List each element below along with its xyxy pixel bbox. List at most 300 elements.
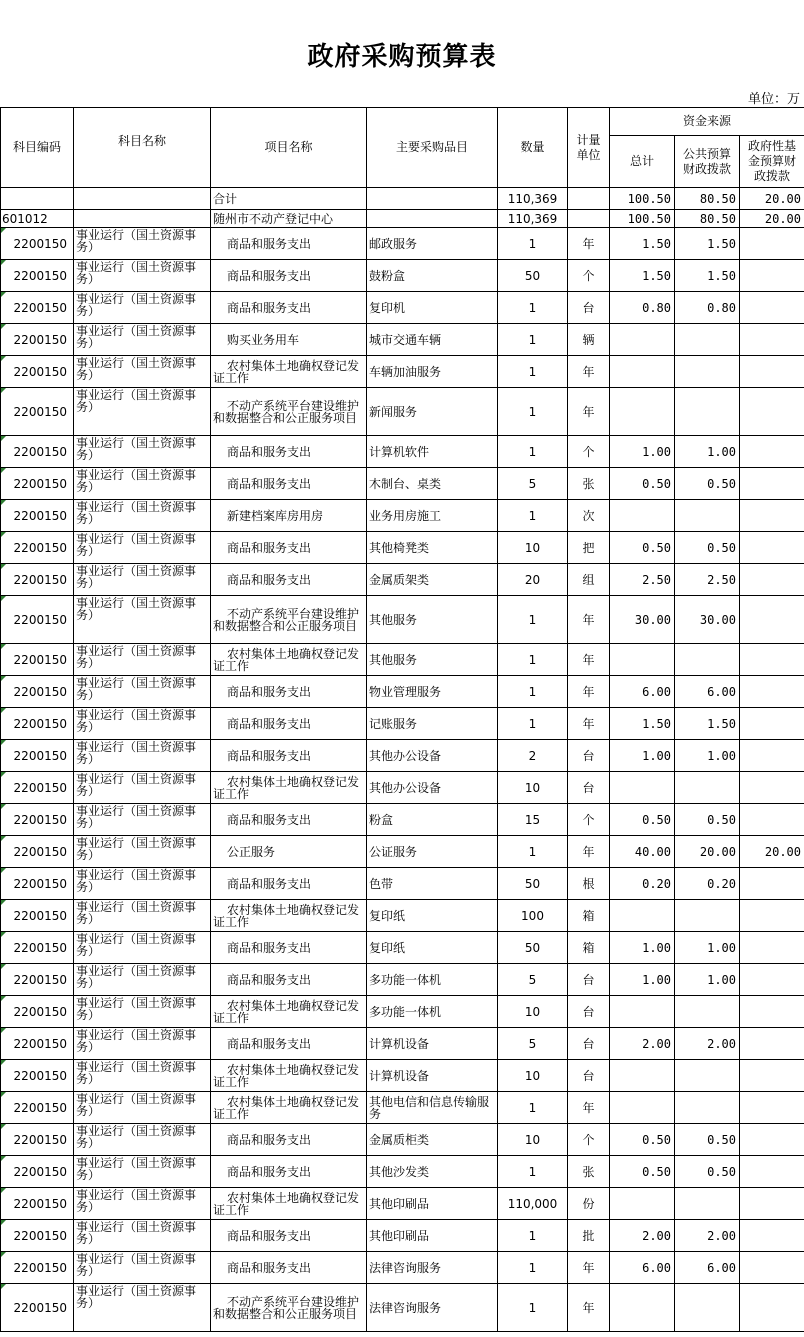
cell-project: 随州市不动产登记中心 bbox=[211, 210, 367, 228]
table-row bbox=[1, 676, 804, 708]
cell-public: 20.00 bbox=[675, 836, 740, 868]
cell-item: 粉盒 bbox=[367, 804, 498, 836]
cell-code: 2200150 bbox=[1, 1092, 74, 1124]
cell-subject: 事业运行（国土资源事务） bbox=[74, 596, 211, 644]
cell-qty: 10 bbox=[498, 532, 568, 564]
cell-project: 商品和服务支出 bbox=[211, 932, 367, 964]
table-row bbox=[1, 708, 804, 740]
cell-code: 2200150 bbox=[1, 324, 74, 356]
cell-project: 商品和服务支出 bbox=[211, 1252, 367, 1284]
cell-qty: 1 bbox=[498, 388, 568, 436]
table-row bbox=[1, 900, 804, 932]
cell-gov: 20.00 bbox=[740, 188, 804, 210]
cell-public: 1.00 bbox=[675, 436, 740, 468]
cell-subject: 事业运行（国土资源事务） bbox=[74, 228, 211, 260]
cell-subject: 事业运行（国土资源事务） bbox=[74, 468, 211, 500]
cell-gov bbox=[740, 644, 804, 676]
cell-item: 公证服务 bbox=[367, 836, 498, 868]
cell-subject: 事业运行（国土资源事务） bbox=[74, 1252, 211, 1284]
cell-item: 复印纸 bbox=[367, 900, 498, 932]
table-row bbox=[1, 1252, 804, 1284]
cell-gov bbox=[740, 436, 804, 468]
cell-project: 商品和服务支出 bbox=[211, 1156, 367, 1188]
cell-total: 2.00 bbox=[610, 1220, 675, 1252]
table-row bbox=[1, 1220, 804, 1252]
cell-gov bbox=[740, 260, 804, 292]
cell-total bbox=[610, 500, 675, 532]
cell-code: 2200150 bbox=[1, 932, 74, 964]
table-row bbox=[1, 436, 804, 468]
cell-unit: 批 bbox=[568, 1220, 610, 1252]
cell-item: 记账服务 bbox=[367, 708, 498, 740]
cell-subject: 事业运行（国土资源事务） bbox=[74, 260, 211, 292]
cell-subject: 事业运行（国土资源事务） bbox=[74, 1092, 211, 1124]
cell-item: 多功能一体机 bbox=[367, 996, 498, 1028]
cell-project: 购买业务用车 bbox=[211, 324, 367, 356]
cell-subject bbox=[74, 188, 211, 210]
cell-item: 其他印刷品 bbox=[367, 1220, 498, 1252]
cell-item: 计算机设备 bbox=[367, 1028, 498, 1060]
cell-code: 2200150 bbox=[1, 292, 74, 324]
cell-qty: 10 bbox=[498, 996, 568, 1028]
cell-unit: 个 bbox=[568, 436, 610, 468]
cell-gov bbox=[740, 900, 804, 932]
cell-public bbox=[675, 324, 740, 356]
cell-item: 业务用房施工 bbox=[367, 500, 498, 532]
cell-item: 邮政服务 bbox=[367, 228, 498, 260]
cell-total: 1.00 bbox=[610, 436, 675, 468]
cell-unit: 年 bbox=[568, 596, 610, 644]
cell-project: 商品和服务支出 bbox=[211, 292, 367, 324]
cell-project: 农村集体土地确权登记发证工作 bbox=[211, 1188, 367, 1220]
cell-code: 2200150 bbox=[1, 468, 74, 500]
table-body bbox=[1, 188, 804, 1332]
cell-unit: 台 bbox=[568, 964, 610, 996]
table-row bbox=[1, 500, 804, 532]
cell-public: 1.00 bbox=[675, 740, 740, 772]
cell-project: 商品和服务支出 bbox=[211, 1124, 367, 1156]
cell-subject: 事业运行（国土资源事务） bbox=[74, 708, 211, 740]
cell-subject: 事业运行（国土资源事务） bbox=[74, 1220, 211, 1252]
cell-item: 其他办公设备 bbox=[367, 772, 498, 804]
cell-public bbox=[675, 644, 740, 676]
page-title: 政府采购预算表 bbox=[307, 42, 497, 72]
table-row bbox=[1, 292, 804, 324]
cell-qty: 50 bbox=[498, 932, 568, 964]
cell-subject: 事业运行（国土资源事务） bbox=[74, 500, 211, 532]
cell-qty: 1 bbox=[498, 836, 568, 868]
table-row bbox=[1, 772, 804, 804]
cell-total: 1.50 bbox=[610, 708, 675, 740]
cell-total bbox=[610, 644, 675, 676]
cell-code: 2200150 bbox=[1, 740, 74, 772]
cell-project: 农村集体土地确权登记发证工作 bbox=[211, 644, 367, 676]
cell-item: 金属质架类 bbox=[367, 564, 498, 596]
header-subject: 科目名称 bbox=[74, 108, 211, 188]
cell-qty: 100 bbox=[498, 900, 568, 932]
cell-code: 2200150 bbox=[1, 1060, 74, 1092]
cell-gov bbox=[740, 708, 804, 740]
cell-item: 鼓粉盒 bbox=[367, 260, 498, 292]
cell-project: 农村集体土地确权登记发证工作 bbox=[211, 1060, 367, 1092]
cell-unit: 份 bbox=[568, 1188, 610, 1220]
cell-total bbox=[610, 324, 675, 356]
table-row bbox=[1, 836, 804, 868]
cell-item: 计算机设备 bbox=[367, 1060, 498, 1092]
cell-item: 其他电信和信息传输服务 bbox=[367, 1092, 498, 1124]
cell-unit: 年 bbox=[568, 388, 610, 436]
cell-item: 物业管理服务 bbox=[367, 676, 498, 708]
table-row bbox=[1, 740, 804, 772]
cell-item: 新闻服务 bbox=[367, 388, 498, 436]
cell-item: 木制台、桌类 bbox=[367, 468, 498, 500]
cell-subject bbox=[74, 210, 211, 228]
cell-code: 2200150 bbox=[1, 436, 74, 468]
cell-unit: 年 bbox=[568, 708, 610, 740]
cell-total bbox=[610, 1284, 675, 1332]
cell-public: 2.00 bbox=[675, 1220, 740, 1252]
cell-code: 2200150 bbox=[1, 388, 74, 436]
cell-qty: 20 bbox=[498, 564, 568, 596]
cell-subject: 事业运行（国土资源事务） bbox=[74, 1060, 211, 1092]
cell-qty: 1 bbox=[498, 436, 568, 468]
table-row bbox=[1, 324, 804, 356]
table-row bbox=[1, 1092, 804, 1124]
table-row bbox=[1, 1060, 804, 1092]
cell-code: 2200150 bbox=[1, 564, 74, 596]
cell-total: 0.50 bbox=[610, 1124, 675, 1156]
cell-qty: 15 bbox=[498, 804, 568, 836]
cell-public: 1.00 bbox=[675, 964, 740, 996]
cell-item bbox=[367, 188, 498, 210]
cell-unit bbox=[568, 210, 610, 228]
cell-code: 2200150 bbox=[1, 356, 74, 388]
cell-public: 0.50 bbox=[675, 1124, 740, 1156]
cell-project: 新建档案库房用房 bbox=[211, 500, 367, 532]
cell-qty: 10 bbox=[498, 1060, 568, 1092]
cell-qty: 1 bbox=[498, 228, 568, 260]
header-gov: 政府性基金预算财政拨款 bbox=[740, 136, 804, 188]
cell-total bbox=[610, 900, 675, 932]
cell-unit: 台 bbox=[568, 740, 610, 772]
header-fund: 资金来源 bbox=[610, 108, 804, 136]
cell-qty: 110,369 bbox=[498, 210, 568, 228]
header-total: 总计 bbox=[610, 136, 675, 188]
cell-unit: 辆 bbox=[568, 324, 610, 356]
procurement-table bbox=[0, 107, 804, 1332]
cell-total: 1.00 bbox=[610, 932, 675, 964]
cell-gov bbox=[740, 532, 804, 564]
header-code: 科目编码 bbox=[1, 108, 74, 188]
cell-gov bbox=[740, 1124, 804, 1156]
cell-total: 100.50 bbox=[610, 210, 675, 228]
cell-total: 1.50 bbox=[610, 260, 675, 292]
cell-qty: 1 bbox=[498, 1284, 568, 1332]
cell-qty: 1 bbox=[498, 1156, 568, 1188]
cell-unit: 根 bbox=[568, 868, 610, 900]
cell-public: 0.80 bbox=[675, 292, 740, 324]
cell-public bbox=[675, 500, 740, 532]
cell-gov bbox=[740, 1060, 804, 1092]
cell-project: 商品和服务支出 bbox=[211, 532, 367, 564]
unit-label: 单位：万 bbox=[747, 92, 800, 107]
table-row bbox=[1, 804, 804, 836]
cell-gov bbox=[740, 1156, 804, 1188]
cell-item: 复印机 bbox=[367, 292, 498, 324]
cell-total: 100.50 bbox=[610, 188, 675, 210]
cell-public: 0.50 bbox=[675, 532, 740, 564]
table-row bbox=[1, 1188, 804, 1220]
cell-project: 农村集体土地确权登记发证工作 bbox=[211, 996, 367, 1028]
cell-subject: 事业运行（国土资源事务） bbox=[74, 836, 211, 868]
cell-qty: 1 bbox=[498, 324, 568, 356]
cell-total: 0.50 bbox=[610, 1156, 675, 1188]
cell-gov bbox=[740, 1188, 804, 1220]
cell-unit: 张 bbox=[568, 1156, 610, 1188]
cell-qty: 1 bbox=[498, 500, 568, 532]
cell-code bbox=[1, 188, 74, 210]
cell-total bbox=[610, 996, 675, 1028]
cell-project: 农村集体土地确权登记发证工作 bbox=[211, 1092, 367, 1124]
cell-public bbox=[675, 1092, 740, 1124]
cell-unit: 台 bbox=[568, 1028, 610, 1060]
cell-subject: 事业运行（国土资源事务） bbox=[74, 1156, 211, 1188]
cell-public: 1.50 bbox=[675, 708, 740, 740]
cell-subject: 事业运行（国土资源事务） bbox=[74, 964, 211, 996]
cell-project: 农村集体土地确权登记发证工作 bbox=[211, 772, 367, 804]
cell-project: 商品和服务支出 bbox=[211, 564, 367, 596]
cell-qty: 10 bbox=[498, 1124, 568, 1156]
cell-code: 2200150 bbox=[1, 804, 74, 836]
cell-item: 多功能一体机 bbox=[367, 964, 498, 996]
table-row bbox=[1, 356, 804, 388]
cell-unit: 年 bbox=[568, 1284, 610, 1332]
cell-total: 30.00 bbox=[610, 596, 675, 644]
cell-public: 0.50 bbox=[675, 468, 740, 500]
header-qty: 数量 bbox=[498, 108, 568, 188]
cell-unit: 箱 bbox=[568, 932, 610, 964]
cell-total: 1.50 bbox=[610, 228, 675, 260]
total-row bbox=[1, 188, 804, 210]
cell-code: 2200150 bbox=[1, 1156, 74, 1188]
cell-item: 色带 bbox=[367, 868, 498, 900]
cell-project: 商品和服务支出 bbox=[211, 740, 367, 772]
cell-code: 2200150 bbox=[1, 644, 74, 676]
cell-gov bbox=[740, 964, 804, 996]
cell-project: 不动产系统平台建设维护和数据整合和公正服务项目 bbox=[211, 388, 367, 436]
cell-qty: 110,369 bbox=[498, 188, 568, 210]
cell-project: 合计 bbox=[211, 188, 367, 210]
cell-subject: 事业运行（国土资源事务） bbox=[74, 292, 211, 324]
cell-qty: 1 bbox=[498, 644, 568, 676]
cell-item: 其他服务 bbox=[367, 596, 498, 644]
cell-qty: 1 bbox=[498, 708, 568, 740]
cell-subject: 事业运行（国土资源事务） bbox=[74, 388, 211, 436]
table-header bbox=[1, 108, 804, 188]
cell-item: 复印纸 bbox=[367, 932, 498, 964]
header-public: 公共预算财政拨款 bbox=[675, 136, 740, 188]
cell-gov bbox=[740, 772, 804, 804]
cell-public: 1.50 bbox=[675, 260, 740, 292]
cell-code: 2200150 bbox=[1, 260, 74, 292]
cell-qty: 110,000 bbox=[498, 1188, 568, 1220]
table-row bbox=[1, 868, 804, 900]
cell-unit: 年 bbox=[568, 1092, 610, 1124]
cell-gov bbox=[740, 324, 804, 356]
cell-qty: 1 bbox=[498, 356, 568, 388]
cell-unit: 年 bbox=[568, 356, 610, 388]
cell-qty: 1 bbox=[498, 596, 568, 644]
cell-gov bbox=[740, 596, 804, 644]
cell-public bbox=[675, 356, 740, 388]
cell-project: 商品和服务支出 bbox=[211, 676, 367, 708]
cell-subject: 事业运行（国土资源事务） bbox=[74, 932, 211, 964]
cell-public: 80.50 bbox=[675, 188, 740, 210]
cell-project: 商品和服务支出 bbox=[211, 436, 367, 468]
cell-public: 0.50 bbox=[675, 804, 740, 836]
cell-total bbox=[610, 356, 675, 388]
cell-code: 2200150 bbox=[1, 1284, 74, 1332]
cell-total bbox=[610, 1188, 675, 1220]
cell-total: 0.50 bbox=[610, 532, 675, 564]
cell-gov bbox=[740, 228, 804, 260]
cell-unit: 个 bbox=[568, 260, 610, 292]
cell-unit: 张 bbox=[568, 468, 610, 500]
cell-subject: 事业运行（国土资源事务） bbox=[74, 436, 211, 468]
cell-project: 商品和服务支出 bbox=[211, 260, 367, 292]
cell-total: 6.00 bbox=[610, 676, 675, 708]
cell-code: 2200150 bbox=[1, 836, 74, 868]
cell-subject: 事业运行（国土资源事务） bbox=[74, 324, 211, 356]
cell-unit: 台 bbox=[568, 1060, 610, 1092]
cell-code: 2200150 bbox=[1, 596, 74, 644]
cell-total: 0.50 bbox=[610, 468, 675, 500]
cell-total: 0.80 bbox=[610, 292, 675, 324]
cell-public: 80.50 bbox=[675, 210, 740, 228]
cell-item: 车辆加油服务 bbox=[367, 356, 498, 388]
cell-project: 商品和服务支出 bbox=[211, 708, 367, 740]
cell-item: 金属质柜类 bbox=[367, 1124, 498, 1156]
cell-unit: 年 bbox=[568, 836, 610, 868]
cell-gov bbox=[740, 740, 804, 772]
cell-gov bbox=[740, 388, 804, 436]
cell-public: 2.00 bbox=[675, 1028, 740, 1060]
cell-gov bbox=[740, 868, 804, 900]
cell-project: 商品和服务支出 bbox=[211, 1220, 367, 1252]
cell-total bbox=[610, 1060, 675, 1092]
cell-total: 40.00 bbox=[610, 836, 675, 868]
cell-item: 其他印刷品 bbox=[367, 1188, 498, 1220]
cell-subject: 事业运行（国土资源事务） bbox=[74, 868, 211, 900]
cell-public: 2.50 bbox=[675, 564, 740, 596]
cell-code: 2200150 bbox=[1, 772, 74, 804]
cell-subject: 事业运行（国土资源事务） bbox=[74, 564, 211, 596]
cell-project: 商品和服务支出 bbox=[211, 868, 367, 900]
cell-subject: 事业运行（国土资源事务） bbox=[74, 996, 211, 1028]
cell-total: 2.00 bbox=[610, 1028, 675, 1060]
cell-public: 1.00 bbox=[675, 932, 740, 964]
cell-qty: 2 bbox=[498, 740, 568, 772]
cell-unit: 台 bbox=[568, 772, 610, 804]
cell-code: 601012 bbox=[1, 210, 74, 228]
table-row bbox=[1, 996, 804, 1028]
cell-code: 2200150 bbox=[1, 708, 74, 740]
cell-gov: 20.00 bbox=[740, 836, 804, 868]
cell-public bbox=[675, 772, 740, 804]
cell-unit: 年 bbox=[568, 644, 610, 676]
cell-code: 2200150 bbox=[1, 1028, 74, 1060]
table-row bbox=[1, 644, 804, 676]
cell-public: 1.50 bbox=[675, 228, 740, 260]
cell-gov bbox=[740, 1284, 804, 1332]
cell-subject: 事业运行（国土资源事务） bbox=[74, 1028, 211, 1060]
org-row bbox=[1, 210, 804, 228]
table-row bbox=[1, 596, 804, 644]
cell-item: 计算机软件 bbox=[367, 436, 498, 468]
cell-qty: 50 bbox=[498, 260, 568, 292]
header-project: 项目名称 bbox=[211, 108, 367, 188]
cell-subject: 事业运行（国土资源事务） bbox=[74, 356, 211, 388]
cell-item: 法律咨询服务 bbox=[367, 1284, 498, 1332]
cell-total: 0.20 bbox=[610, 868, 675, 900]
cell-public bbox=[675, 1188, 740, 1220]
cell-project: 商品和服务支出 bbox=[211, 1028, 367, 1060]
header-measure: 计量单位 bbox=[568, 108, 610, 188]
cell-code: 2200150 bbox=[1, 500, 74, 532]
cell-unit: 组 bbox=[568, 564, 610, 596]
cell-code: 2200150 bbox=[1, 900, 74, 932]
cell-gov bbox=[740, 1220, 804, 1252]
cell-item: 城市交通车辆 bbox=[367, 324, 498, 356]
cell-gov bbox=[740, 500, 804, 532]
cell-code: 2200150 bbox=[1, 1220, 74, 1252]
table-row bbox=[1, 932, 804, 964]
cell-public: 0.20 bbox=[675, 868, 740, 900]
table-row bbox=[1, 1284, 804, 1332]
cell-gov bbox=[740, 676, 804, 708]
cell-gov bbox=[740, 356, 804, 388]
cell-qty: 10 bbox=[498, 772, 568, 804]
cell-project: 农村集体土地确权登记发证工作 bbox=[211, 356, 367, 388]
cell-project: 商品和服务支出 bbox=[211, 964, 367, 996]
cell-qty: 5 bbox=[498, 1028, 568, 1060]
cell-total bbox=[610, 772, 675, 804]
cell-subject: 事业运行（国土资源事务） bbox=[74, 1284, 211, 1332]
cell-code: 2200150 bbox=[1, 676, 74, 708]
cell-gov bbox=[740, 932, 804, 964]
cell-item: 其他椅凳类 bbox=[367, 532, 498, 564]
cell-public: 0.50 bbox=[675, 1156, 740, 1188]
cell-code: 2200150 bbox=[1, 868, 74, 900]
cell-total bbox=[610, 1092, 675, 1124]
cell-item bbox=[367, 210, 498, 228]
cell-project: 商品和服务支出 bbox=[211, 228, 367, 260]
cell-unit: 箱 bbox=[568, 900, 610, 932]
cell-subject: 事业运行（国土资源事务） bbox=[74, 900, 211, 932]
cell-qty: 5 bbox=[498, 468, 568, 500]
cell-qty: 50 bbox=[498, 868, 568, 900]
cell-total: 1.00 bbox=[610, 964, 675, 996]
cell-project: 农村集体土地确权登记发证工作 bbox=[211, 900, 367, 932]
cell-code: 2200150 bbox=[1, 964, 74, 996]
table-row bbox=[1, 260, 804, 292]
cell-gov bbox=[740, 1028, 804, 1060]
cell-item: 其他办公设备 bbox=[367, 740, 498, 772]
table-row bbox=[1, 1028, 804, 1060]
cell-gov bbox=[740, 564, 804, 596]
cell-qty: 1 bbox=[498, 292, 568, 324]
cell-item: 其他沙发类 bbox=[367, 1156, 498, 1188]
